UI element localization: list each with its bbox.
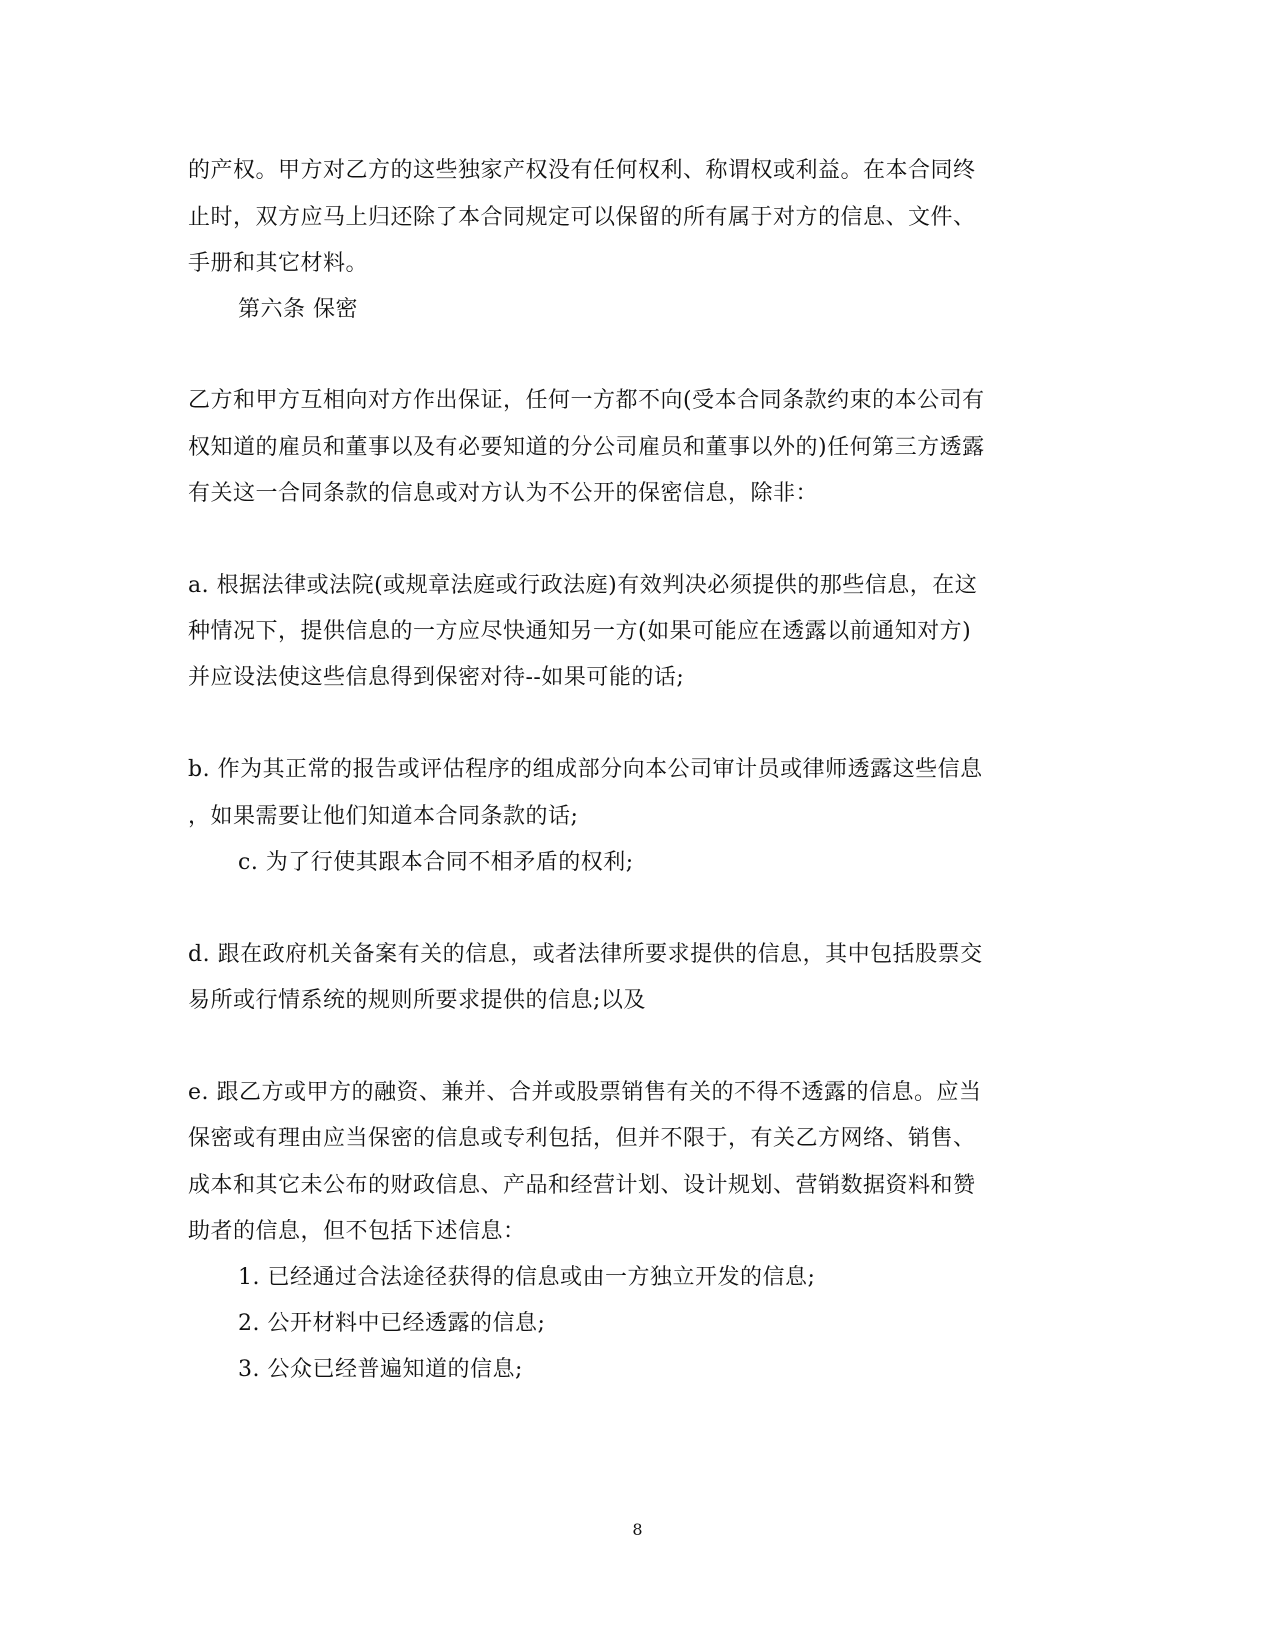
list-item: 2. 公开材料中已经透露的信息;: [238, 1311, 546, 1336]
clause-d-line: d. 跟在政府机关备案有关的信息，或者法律所要求提供的信息，其中包括股票交: [188, 942, 983, 967]
body-line: 的产权。甲方对乙方的这些独家产权没有任何权利、称谓权或利益。在本合同终: [188, 158, 976, 183]
body-line: 止时，双方应马上归还除了本合同规定可以保留的所有属于对方的信息、文件、: [188, 205, 976, 230]
clause-d-line: 易所或行情系统的规则所要求提供的信息;以及: [188, 988, 646, 1013]
clause-e-line: 成本和其它未公布的财政信息、产品和经营计划、设计规划、营销数据资料和赞: [188, 1173, 976, 1198]
clause-a-line: 种情况下，提供信息的一方应尽快通知另一方(如果可能应在透露以前通知对方): [188, 619, 972, 644]
list-item: 1. 已经通过合法途径获得的信息或由一方独立开发的信息;: [238, 1265, 816, 1290]
clause-a-line: a. 根据法律或法院(或规章法庭或行政法庭)有效判决必须提供的那些信息，在这: [188, 573, 978, 598]
body-line: 手册和其它材料。: [188, 251, 369, 276]
clause-b-line: ，如果需要让他们知道本合同条款的话;: [188, 804, 579, 829]
body-line: 权知道的雇员和董事以及有必要知道的分公司雇员和董事以外的)任何第三方透露: [188, 435, 985, 460]
list-item: 3. 公众已经普遍知道的信息;: [238, 1357, 523, 1382]
clause-b-line: b. 作为其正常的报告或评估程序的组成部分向本公司审计员或律师透露这些信息: [188, 757, 983, 782]
article-heading: 第六条 保密: [238, 297, 358, 322]
clause-a-line: 并应设法使这些信息得到保密对待--如果可能的话;: [188, 665, 685, 690]
clause-e-line: e. 跟乙方或甲方的融资、兼并、合并或股票销售有关的不得不透露的信息。应当: [188, 1080, 982, 1105]
body-line: 乙方和甲方互相向对方作出保证，任何一方都不向(受本合同条款约束的本公司有: [188, 388, 985, 413]
body-line: 有关这一合同条款的信息或对方认为不公开的保密信息，除非：: [188, 481, 819, 506]
clause-e-line: 助者的信息，但不包括下述信息：: [188, 1219, 526, 1244]
clause-c-line: c. 为了行使其跟本合同不相矛盾的权利;: [238, 850, 634, 875]
page-number: 8: [632, 1520, 643, 1539]
clause-e-line: 保密或有理由应当保密的信息或专利包括，但并不限于，有关乙方网络、销售、: [188, 1126, 976, 1151]
